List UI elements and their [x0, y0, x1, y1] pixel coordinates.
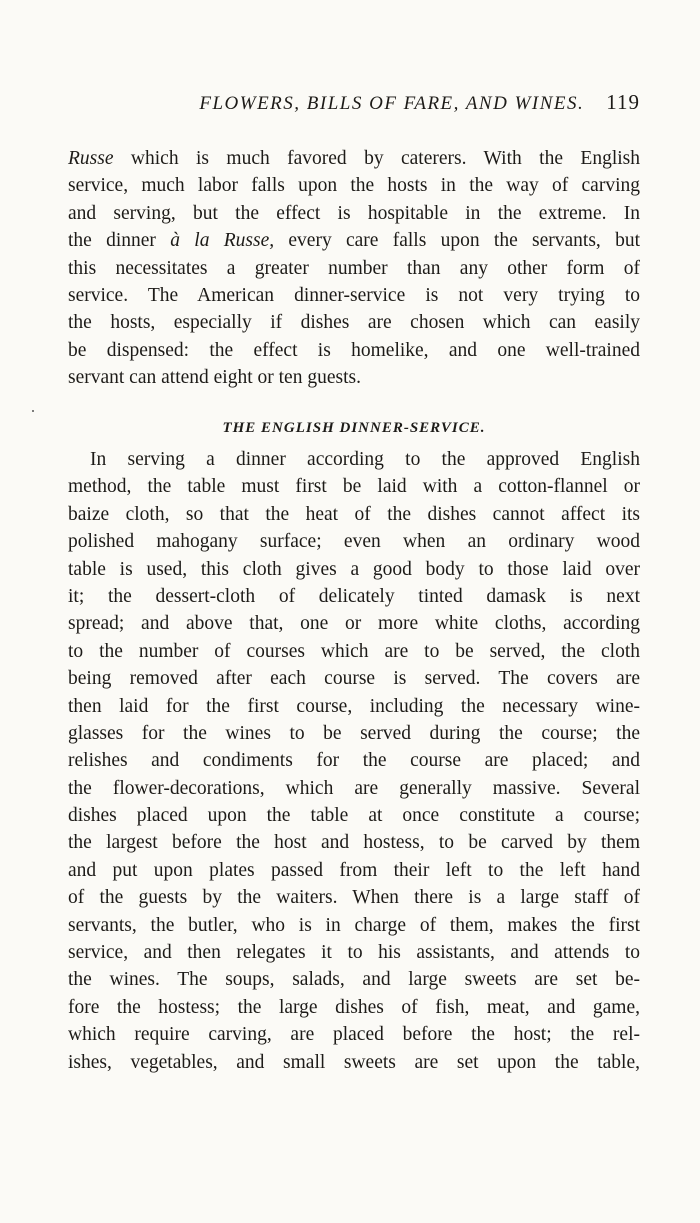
running-header — [118, 90, 640, 120]
text-line: polished mahogany surface; even when an ordinary wood — [68, 531, 640, 553]
text-line: the dinner à la Russe, every care falls upon the servants, but — [68, 230, 640, 252]
text-line: servants, the butler, who is in charge of them, makes the first — [68, 914, 640, 936]
text-line: fore the hostess; the large dishes of fish, meat, and game, — [68, 996, 640, 1018]
running-head-title: FLOWERS, BILLS OF FARE, AND WINES. — [199, 93, 585, 114]
text-line: being removed after each course is served. The covers are — [68, 668, 640, 690]
text-line: service, and then relegates it to his assistants, and attends to — [68, 942, 640, 964]
text-line: method, the table must first be laid with a cotton-flannel or — [68, 476, 640, 498]
text-line: dishes placed upon the table at once constitute a course; — [68, 805, 640, 827]
text-line: glasses for the wines to be served during the course; the — [68, 722, 640, 744]
text-line: the wines. The soups, salads, and large sweets are set be- — [68, 969, 640, 991]
paragraph-english-service — [68, 446, 640, 1076]
text-line: servant can attend eight or ten guests. — [68, 367, 361, 389]
text-line: then laid for the first course, including the necessary wine- — [68, 695, 640, 717]
text-line: ishes, vegetables, and small sweets are set upon the table, — [68, 1051, 640, 1073]
book-page — [68, 0, 640, 1223]
text-line: baize cloth, so that the heat of the dishes cannot affect its — [68, 503, 640, 525]
text-line: In serving a dinner according to the approved English — [90, 449, 640, 470]
text-line: be dispensed: the effect is homelike, and one well-trained — [68, 339, 640, 361]
section-heading: THE ENGLISH DINNER-SERVICE. — [222, 420, 486, 436]
text-line: the flower-decorations, which are generally massive. Several — [68, 777, 640, 799]
text-line: service, much labor falls upon the hosts in the way of carving — [68, 175, 640, 197]
text-line: and serving, but the effect is hospitable in the extreme. In — [68, 202, 640, 224]
text-line: spread; and above that, one or more white cloths, according — [68, 613, 640, 635]
margin-speck — [32, 410, 34, 412]
text-line: Russe which is much favored by caterers. With the English — [68, 148, 640, 169]
paragraph-intro — [68, 145, 640, 392]
text-line: and put upon plates passed from their left to the left hand — [68, 859, 640, 881]
page-number: 119 — [606, 90, 640, 114]
text-line: of the guests by the waiters. When there is a large staff of — [68, 887, 640, 909]
text-line: service. The American dinner-service is not very trying to — [68, 284, 640, 306]
text-line: the hosts, especially if dishes are chosen which can easily — [68, 312, 640, 334]
text-line: which require carving, are placed before the host; the rel- — [68, 1024, 640, 1046]
text-line: table is used, this cloth gives a good body to those laid over — [68, 558, 640, 580]
text-line: relishes and condiments for the course are placed; and — [68, 750, 640, 772]
text-line: to the number of courses which are to be served, the cloth — [68, 640, 640, 662]
text-line: the largest before the host and hostess, to be carved by them — [68, 832, 640, 854]
text-line: it; the dessert-cloth of delicately tinted damask is next — [68, 585, 640, 607]
text-line: this necessitates a greater number than any other form of — [68, 257, 640, 279]
